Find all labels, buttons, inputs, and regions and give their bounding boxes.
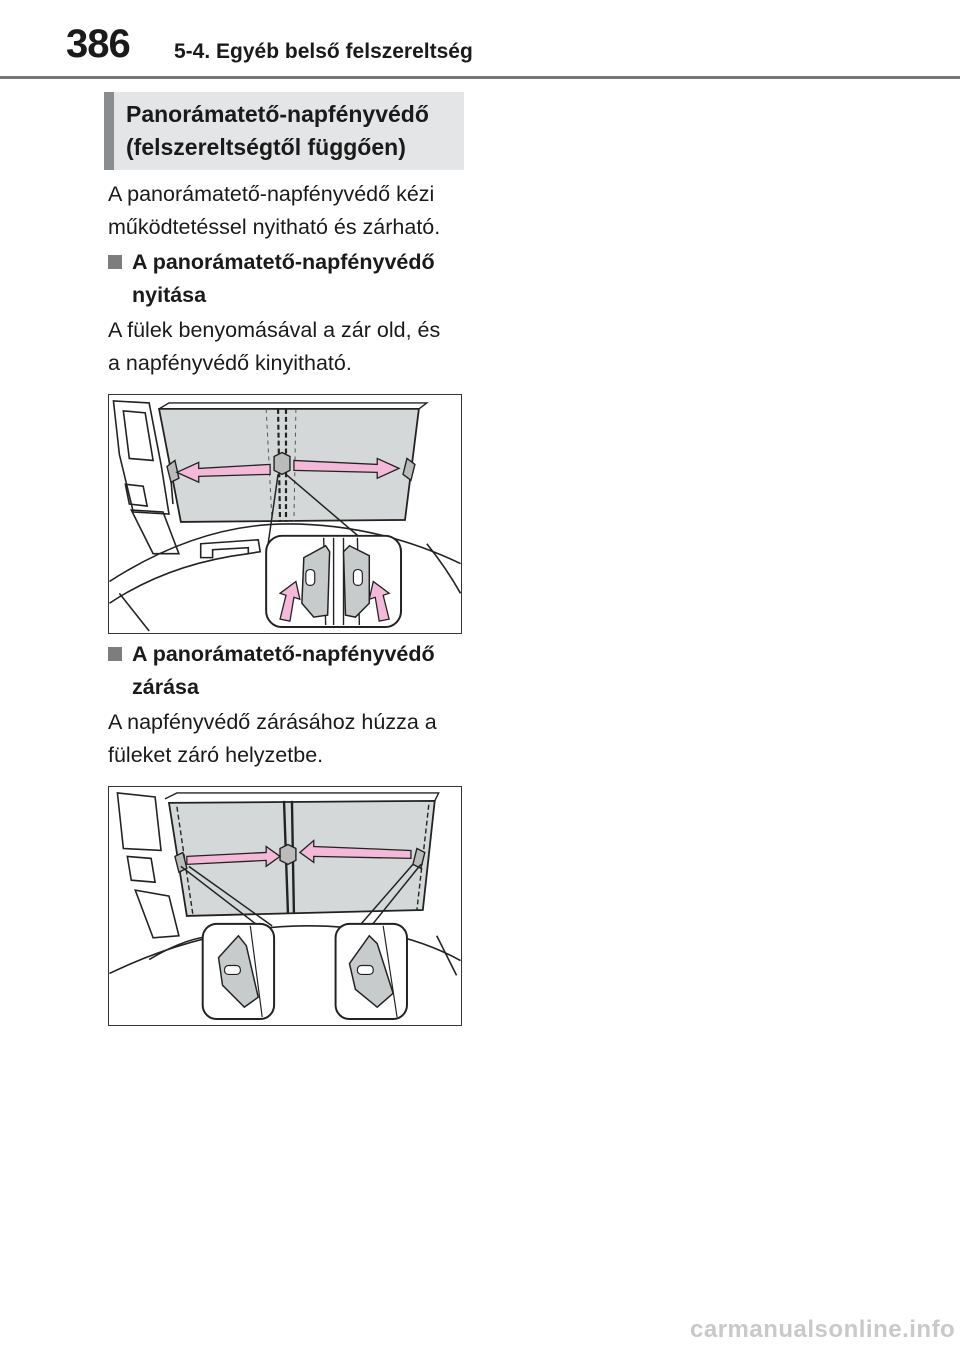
- square-bullet-icon: [108, 647, 122, 661]
- intro-line-1: A panorámatető-napfényvédő kézi: [108, 182, 435, 206]
- close-heading: [108, 638, 468, 704]
- open-text-line-1: A fülek benyomásával a zár old, és: [108, 318, 441, 342]
- page-number: 386: [66, 22, 130, 66]
- header-divider: [0, 76, 960, 79]
- open-heading: [108, 246, 468, 312]
- footer-watermark: carmanualsonline.info: [690, 1316, 956, 1343]
- sunshade-close-illustration: [109, 787, 461, 1025]
- open-paragraph: [108, 314, 468, 380]
- open-heading-line-1: A panorámatető-napfényvédő: [132, 250, 435, 274]
- sunshade-open-illustration: [109, 395, 461, 633]
- figure-open-sunshade: [108, 394, 462, 634]
- close-text-line-2: füleket záró helyzetbe.: [108, 743, 324, 767]
- open-text-line-2: a napfényvédő kinyitható.: [108, 351, 352, 375]
- page-title: [104, 92, 464, 170]
- intro-paragraph: [108, 178, 468, 244]
- intro-line-2: működtetéssel nyitható és zárható.: [108, 215, 441, 239]
- figure-close-sunshade: [108, 786, 462, 1026]
- page-title-line-1: Panorámatető-napfényvédő: [126, 101, 429, 127]
- close-heading-line-2: zárása: [132, 675, 199, 699]
- close-heading-line-1: A panorámatető-napfényvédő: [132, 642, 435, 666]
- square-bullet-icon: [108, 255, 122, 269]
- open-heading-line-2: nyitása: [132, 283, 207, 307]
- close-paragraph: [108, 706, 468, 772]
- close-text-line-1: A napfényvédő zárásához húzza a: [108, 710, 437, 734]
- section-title: 5-4. Egyéb belső felszereltség: [174, 40, 473, 63]
- page-title-line-2: (felszereltségtől függően): [126, 134, 406, 160]
